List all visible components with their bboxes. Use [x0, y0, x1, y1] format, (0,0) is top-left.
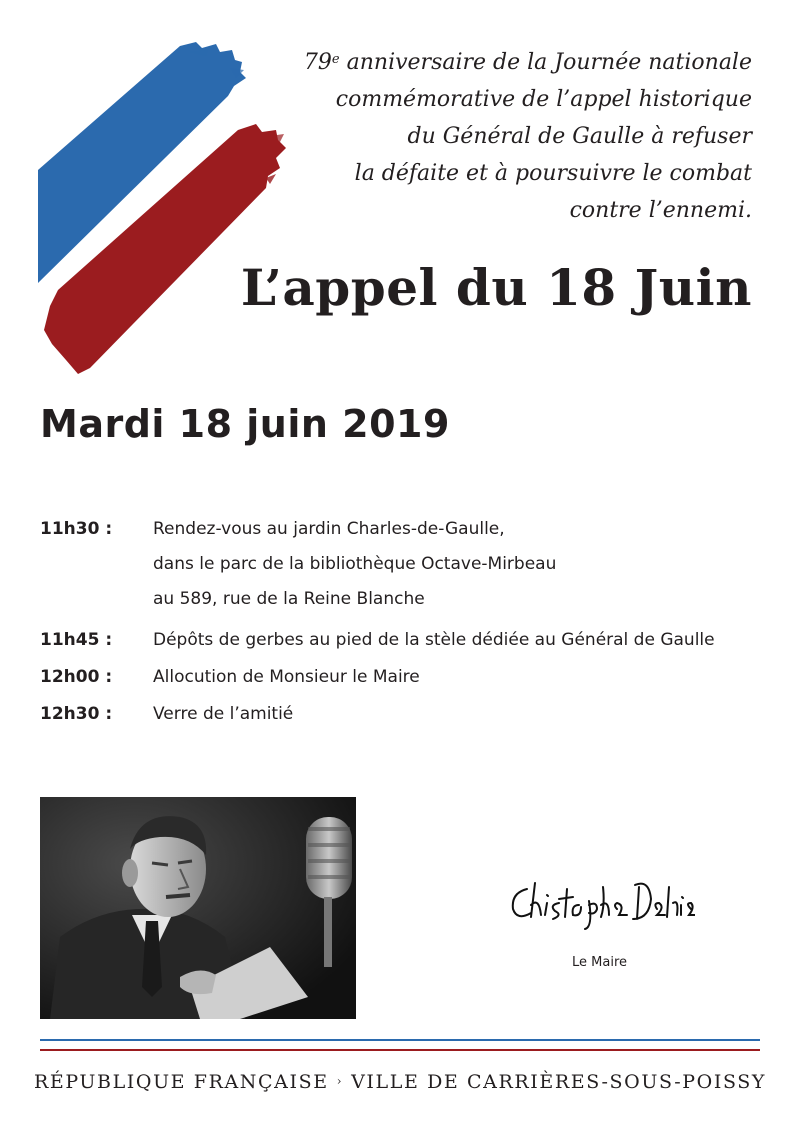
photo-illustration	[40, 797, 356, 1019]
schedule-item	[40, 697, 770, 732]
event-date: Mardi 18 juin 2019	[40, 402, 450, 446]
tricolour-brush-logo	[30, 38, 290, 378]
intro-line-5: contre l’ennemi.	[569, 198, 752, 223]
intro-text	[282, 44, 752, 229]
schedule-time: 11h45 :	[40, 630, 113, 650]
mayor-signature	[505, 875, 695, 930]
blue-divider	[40, 1039, 760, 1041]
page-title: L’appel du 18 Juin	[240, 258, 752, 317]
intro-line-1: 79e anniversaire de la Journée nationale	[303, 50, 752, 75]
footer	[0, 1071, 800, 1093]
schedule-description: Verre de l’amitié	[153, 704, 294, 724]
footer-ville: VILLE DE CARRIÈRES-SOUS-POISSY	[351, 1071, 767, 1093]
schedule-time: 12h30 :	[40, 704, 113, 724]
signature-caption: Le Maire	[572, 955, 627, 970]
schedule-item	[40, 512, 770, 617]
schedule-item	[40, 660, 770, 695]
intro-line-4: la défaite et à poursuivre le combat	[354, 161, 752, 186]
schedule-time: 12h00 :	[40, 667, 113, 687]
de-gaulle-photo	[40, 797, 356, 1019]
schedule-description: Allocution de Monsieur le Maire	[153, 667, 420, 687]
schedule-description: Rendez-vous au jardin Charles-de-Gaulle, dans le parc de la bibliothèque Octave-Mirbeau au 589, rue de la Reine Blanche	[153, 519, 557, 609]
schedule	[40, 512, 770, 732]
schedule-description: Dépôts de gerbes au pied de la stèle dédiée au Général de Gaulle	[153, 630, 715, 650]
schedule-time: 11h30 :	[40, 519, 113, 539]
intro-line-3: du Général de Gaulle à refuser	[407, 124, 752, 149]
schedule-item	[40, 623, 770, 658]
intro-line-2: commémorative de l’appel historique	[335, 87, 752, 112]
red-divider	[40, 1049, 760, 1051]
footer-republique: RÉPUBLIQUE FRANÇAISE	[33, 1071, 329, 1093]
footer-separator: ›	[336, 1074, 344, 1088]
